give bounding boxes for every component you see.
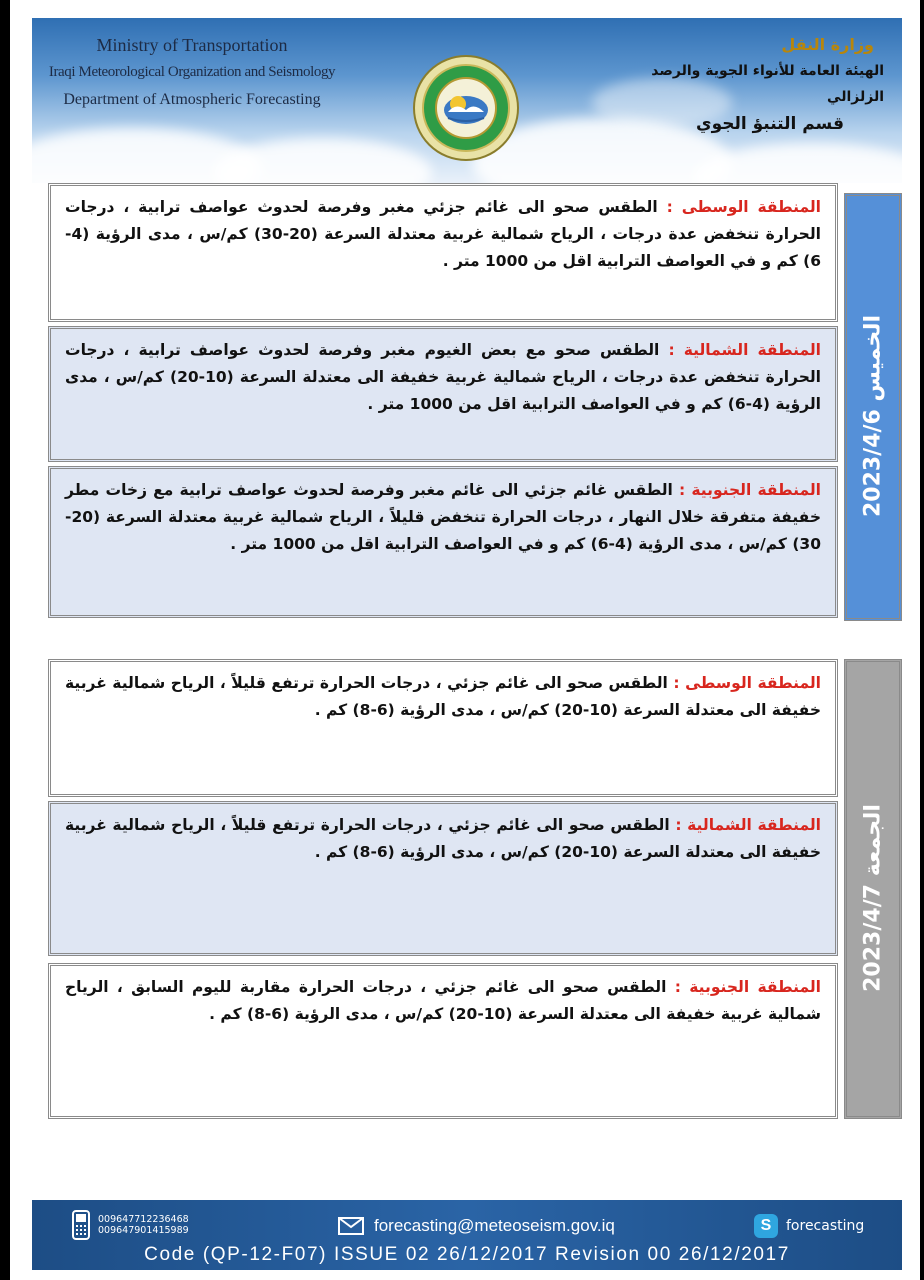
region-paragraph bbox=[65, 337, 821, 418]
footer-bar bbox=[32, 1200, 902, 1270]
organization-seal-icon bbox=[412, 54, 520, 162]
phone-icon bbox=[72, 1210, 90, 1240]
region-name: المنطقة الشمالية : bbox=[668, 341, 821, 359]
region-forecast: الطقس صحو الى غائم جزئي ، درجات الحرارة ترتفع قليلاً ، الرياح شمالية غربية خفيفة الى معتدلة السرعة (10-20) كم/س ، مدى الرؤية (6-8) كم . bbox=[65, 816, 821, 861]
skype-icon: S bbox=[754, 1214, 778, 1238]
organization-name-en: Iraqi Meteorological Organization and Seismology bbox=[48, 64, 336, 80]
region-name: المنطقة الوسطى : bbox=[666, 198, 821, 216]
region-paragraph bbox=[65, 477, 821, 558]
day2-north-region bbox=[48, 801, 838, 956]
day1-weekday: الخميس bbox=[860, 314, 886, 402]
region-paragraph bbox=[65, 812, 821, 866]
email-address[interactable]: forecasting@meteoseism.gov.iq bbox=[374, 1216, 615, 1235]
region-name: المنطقة الجنوبية : bbox=[674, 978, 821, 996]
footer-skype[interactable] bbox=[754, 1214, 864, 1238]
region-name: المنطقة الشمالية : bbox=[675, 816, 821, 834]
day2-south-region bbox=[48, 963, 838, 1119]
region-paragraph bbox=[65, 670, 821, 724]
day2-side-bar bbox=[844, 659, 902, 1119]
document-page bbox=[10, 0, 920, 1280]
region-paragraph bbox=[65, 194, 821, 275]
header-english-text bbox=[32, 32, 352, 113]
day1-central-region bbox=[48, 183, 838, 322]
phone-number-1: 009647712236468 bbox=[98, 1214, 189, 1225]
department-name-ar: قسم التنبؤ الجوي bbox=[696, 114, 844, 134]
region-paragraph bbox=[65, 974, 821, 1028]
header-banner bbox=[32, 18, 902, 183]
ministry-name-ar: وزارة النقل bbox=[781, 35, 874, 54]
day1-south-region bbox=[48, 466, 838, 618]
day2-central-region bbox=[48, 659, 838, 797]
day2-date: 2023/4/7 bbox=[860, 883, 886, 992]
footer-email[interactable] bbox=[338, 1216, 615, 1236]
region-forecast: الطقس صحو الى غائم جزئي ، درجات الحرارة ترتفع قليلاً ، الرياح شمالية غربية خفيفة الى معتدلة السرعة (10-20) كم/س ، مدى الرؤية (6-8) كم . bbox=[65, 674, 821, 719]
region-forecast: الطقس غائم جزئي الى غائم مغبر وفرصة لحدوث عواصف ترابية مع زخات مطر خفيفة متفرقة خلال النهار ، درجات الحرارة تنخفض قليلاً ، الرياح شمالية غربية معتدلة السرعة (20-30) كم/س ، مدى الرؤية (4-6) كم و في العواصف الترابية اقل من 1000 متر . bbox=[65, 481, 821, 553]
ministry-name-en: Ministry of Transportation bbox=[96, 35, 288, 55]
department-name-en: Department of Atmospheric Forecasting bbox=[63, 91, 321, 108]
day1-side-bar bbox=[844, 193, 902, 621]
header-arabic-text bbox=[594, 32, 884, 138]
day1-label bbox=[861, 297, 886, 517]
region-forecast: الطقس صحو الى غائم جزئي ، درجات الحرارة مقاربة لليوم السابق ، الرياح شمالية غربية خفيفة الى معتدلة السرعة (10-20) كم/س ، مدى الرؤية (6-8) كم . bbox=[65, 978, 821, 1023]
region-name: المنطقة الوسطى : bbox=[673, 674, 821, 692]
day2-weekday: الجمعة bbox=[860, 804, 886, 877]
footer-phones bbox=[72, 1210, 189, 1240]
day1-north-region bbox=[48, 326, 838, 462]
document-code-line: Code (QP-12-F07) ISSUE 02 26/12/2017 Revision 00 26/12/2017 bbox=[144, 1244, 790, 1265]
phone-numbers bbox=[98, 1214, 189, 1236]
organization-name-ar: الهيئة العامة للأنواء الجوية والرصد الزلزالي bbox=[651, 63, 884, 105]
region-name: المنطقة الجنوبية : bbox=[679, 481, 821, 499]
mail-icon bbox=[338, 1217, 364, 1235]
day2-label bbox=[861, 786, 886, 992]
region-forecast: الطقس صحو مع بعض الغيوم مغبر وفرصة لحدوث عواصف ترابية ، درجات الحرارة تنخفض عدة درجات ، الرياح شمالية غربية خفيفة الى معتدلة السرعة (10-20) كم/س ، مدى الرؤية (4-6) كم و في العواصف الترابية اقل من 1000 متر . bbox=[65, 341, 821, 413]
skype-name[interactable]: forecasting bbox=[786, 1218, 865, 1234]
region-forecast: الطقس صحو الى غائم جزئي مغبر وفرصة لحدوث عواصف ترابية ، درجات الحرارة تنخفض عدة درجات ، الرياح شمالية غربية معتدلة السرعة (20-30) كم/س ، مدى الرؤية (4-6) كم و في العواصف الترابية اقل من 1000 متر . bbox=[65, 198, 821, 270]
day1-date: 2023/4/6 bbox=[860, 409, 886, 518]
phone-number-2: 009647901415989 bbox=[98, 1225, 189, 1236]
